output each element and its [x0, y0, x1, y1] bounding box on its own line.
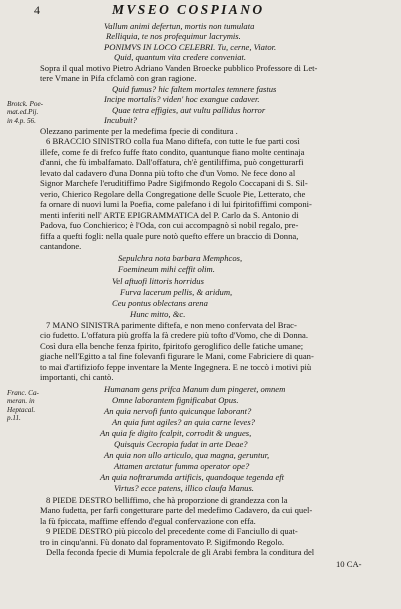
text-line: menti inferiti nell' ARTE EPIGRAMMATICA del P. Carlo da S. Antonio di	[40, 210, 299, 220]
text-line: An quia non ullo articulo, qua magna, geruntur,	[104, 450, 270, 460]
text-line: illefe, come fe di frefco fuffe ftato condito, quantunque fiano molte centinaja	[40, 147, 305, 157]
text-line: d'anni, che fù imbalfamato. Dall'offatura, ch'è gentiliffima, può congetturarfi	[40, 157, 304, 167]
text-line: Relliquia, te nos profequimur lacrymis.	[106, 31, 241, 41]
text-line: Signor Marchefe l'eruditiffimo Padre Sigifmondo Regolo Coccapani di S. Sil-	[40, 178, 308, 188]
text-line: 7 MANO SINISTRA parimente diftefa, e non meno confervata del Brac-	[46, 320, 297, 330]
text-line: Vel aftuofi littoris horridus	[112, 276, 204, 286]
text-line: Foemineum mihi ceffit olim.	[118, 264, 215, 274]
text-line: Furva lacerum pellis, & aridum,	[120, 287, 233, 297]
text-line: Virtus? ecce patens, illico claufa Manus.	[114, 483, 254, 493]
text-line: to mai d'artifiziofo feppe inventare la Mente Ingegnera. E ne toccò i motivi più	[40, 362, 312, 372]
catchword: 10 CA-	[336, 559, 362, 569]
text-line: 6 BRACCIO SINISTRO colla fua Mano diftefa, con tutte le fue parti così	[46, 136, 300, 146]
text-line: Incipe mortalis? viden' hoc exangue cadaver.	[104, 94, 260, 104]
text-line: tro in cinqu'anni. Fù donato dal fopramentovato P. Sigifmondo Regolo.	[40, 537, 285, 547]
text-line: Quid fumus? hic faltem mortales temnere fastus	[112, 84, 277, 94]
text-line: An quia noftrarumda artificis, quandoque tegenda eft	[100, 472, 285, 482]
text-line: levato dal cadavero d'una Donna più tofto che d'un Vomo. Ne fece dono al	[40, 168, 296, 178]
marginal-note-1: Brotck. Poe- mat.ed.Pij. in 4.p. 56.	[7, 100, 44, 125]
marginal-note-2: Franc. Ca- meran. in Heptacal. p.11.	[7, 389, 39, 423]
text-line: Hunc mitto, &c.	[130, 309, 186, 319]
text-line: 9 PIEDE DESTRO più piccolo del precedente come di Fanciullo di quat-	[46, 526, 298, 536]
text-line: An quia fe digito fcalpit, corrodit & ungues,	[100, 428, 252, 438]
text-line: verio, Chierico Regolare della Congregatione delle Scuole Pie, Letterato, che	[40, 189, 306, 199]
text-line: Omne laborantem fignificabat Opus.	[112, 395, 239, 405]
text-line: Incubuit?	[104, 115, 137, 125]
text-line: PONIMVS IN LOCO CELEBRI. Tu, cerne, Viator.	[104, 42, 277, 52]
text-line: Vallum animi defertun, mortis non tumulata	[104, 21, 255, 31]
text-line: cantandone.	[40, 241, 82, 251]
text-line: Quid, quantum vita credere conveniat.	[114, 52, 247, 62]
text-line: importanti, chi cantò.	[40, 372, 114, 382]
text-line: Padova, fuo Conchierico; è l'Oda, con cui accompagnò sì nobil regalo, pre-	[40, 220, 299, 230]
text-line: Così dura ella benche fenza fpirito, fpiritofo geroglifico delle fatiche umane;	[40, 341, 304, 351]
text-line: Mano fudetta, per farfi congetturare parte del medefimo Cadavero, da cui quel-	[40, 505, 313, 515]
text-line: Sopra il qual motivo Pietro Adriano Vanden Broecke pubblico Professore di Let-	[40, 63, 318, 73]
text-line: Olezzano parimente per la medefima fpecie di conditura .	[40, 126, 238, 136]
text-line: tere Vmane in Pifa cfclamò con gran ragione.	[40, 73, 197, 83]
text-line: Della feconda fpecie di Mumia fepolcrale de gli Arabi fembra la conditura del	[46, 547, 315, 557]
text-line: Attamen arctatur fumma operator ope?	[114, 461, 250, 471]
page-number: 4	[34, 3, 40, 17]
running-head: MVSEO COSPIANO	[112, 2, 265, 17]
text-line: An quia nervofi funto quicunque laborant?	[104, 406, 252, 416]
text-line: fa ornare di nuovi lumi la Poefia, come palefano i di lui fpiritofiffimi componi-	[40, 199, 312, 209]
text-line: Sepulchra nota barbara Memphcos,	[118, 253, 243, 263]
text-line: la fù fpiccata, maffime effendo d'egual confervazione con effa.	[40, 516, 256, 526]
text-line: Humanam gens prifca Manum dum pingeret, omnem	[104, 384, 286, 394]
text-line: Ceu pontus oblectans arena	[112, 298, 208, 308]
text-line: 8 PIEDE DESTRO belliffimo, che hà proporzione di grandezza con la	[46, 495, 288, 505]
text-line: Quisquis Cecropia fudat in arte Deae?	[114, 439, 248, 449]
text-line: giache nell'Egitto a tal fine folevanfi figurare le Mani, come Fabriciere di quan-	[40, 351, 314, 361]
text-line: Quae tetra effigies, aut vultu pallidus horror	[112, 105, 266, 115]
text-line: fiffa a quefti fogli: nella quale pure notò quefto effere un braccio di Donna,	[40, 231, 299, 241]
text-line: An quia funt agiles? an quia carne leves?	[112, 417, 255, 427]
text-line: cio fudetto. L'offatura più groffa la fà credere più tofto d'Vomo, che di Donna.	[40, 330, 308, 340]
